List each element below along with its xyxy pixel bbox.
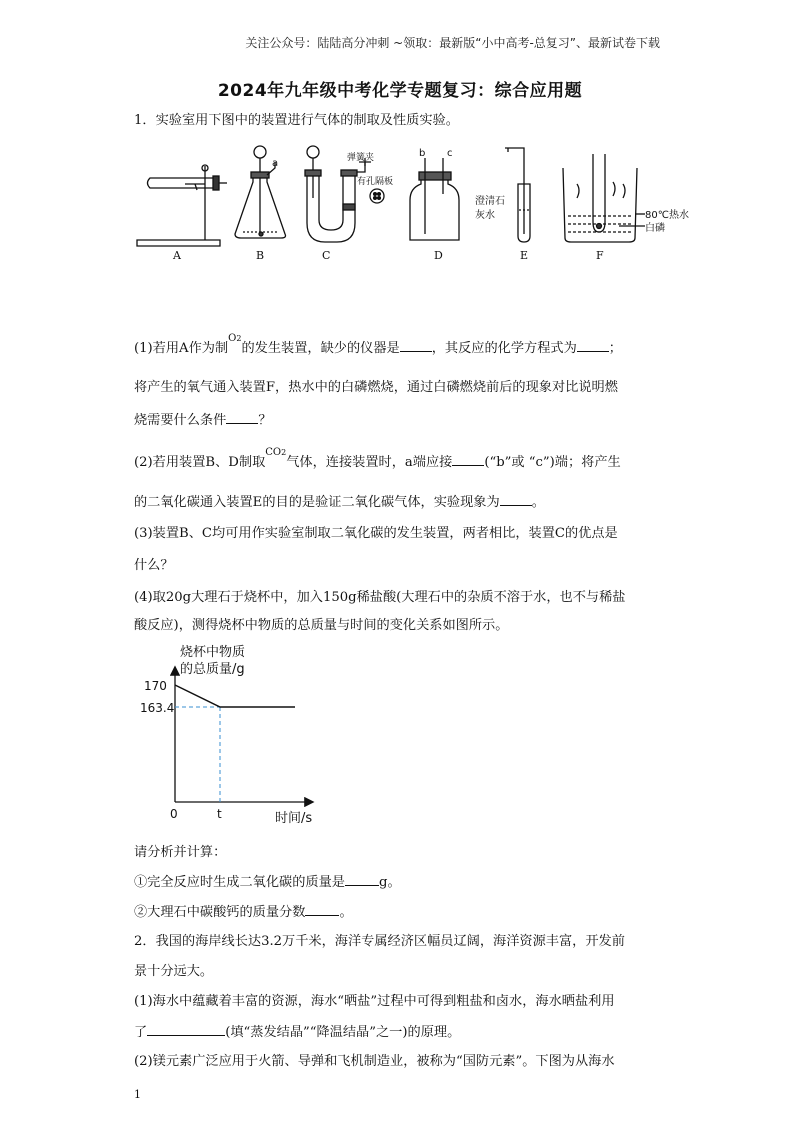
q1-part2-line2: 的二氧化碳通入装置E的目的是验证二氧化碳气体，实验现象为 。 (134, 492, 545, 513)
q2-part2-line1: (2)镁元素广泛应用于火箭、导弹和飞机制造业，被称为“国防元素”。下图为从海水 (134, 1054, 615, 1069)
label-b-port: b (419, 148, 426, 159)
answer-blank[interactable] (226, 410, 258, 424)
q2-line2: 景十分远大。 (134, 964, 214, 979)
graph-mass-line (175, 685, 295, 707)
apparatus-label-d: D (434, 249, 443, 262)
label-limewater-1: 澄清石 (475, 196, 505, 207)
answer-blank[interactable] (577, 338, 609, 352)
answer-blank[interactable] (147, 1022, 225, 1036)
q1-part3-line1: (3)装置B、C均可用作实验室制取二氧化碳的发生装置，两者相比，装置C的优点是 (134, 526, 618, 541)
label-c-port: c (447, 148, 453, 159)
graph-y-tick-170: 170 (144, 679, 167, 693)
answer-blank[interactable] (345, 872, 379, 886)
mass-time-graph (140, 640, 350, 830)
answer-blank[interactable] (452, 452, 484, 466)
label-hot-water: 80℃热水 (645, 210, 689, 221)
apparatus-e (505, 148, 530, 242)
formula-co2: CO2 (265, 447, 287, 458)
formula-o2: O2 (228, 333, 242, 344)
apparatus-d (410, 158, 459, 240)
apparatus-label-f: F (596, 249, 604, 262)
graph-ylabel-2: 的总质量/g (180, 662, 245, 677)
q1-part4-line2: 酸反应)，测得烧杯中物质的总质量与时间的变化关系如图所示。 (134, 618, 509, 633)
apparatus-label-a: A (173, 249, 181, 262)
q1-part4-line1: (4)取20g大理石于烧杯中，加入150g稀盐酸(大理石中的杂质不溶于水，也不与稀盐 (134, 590, 626, 605)
graph-y-tick-163-4: 163.4 (140, 701, 175, 715)
q1-p1-text-b: 的发生装置，缺少的仪器是 (241, 341, 400, 356)
q1-sub2: ②大理石中碳酸钙的质量分数 。 (134, 902, 353, 923)
answer-blank[interactable] (400, 338, 432, 352)
page-title: 2024年九年级中考化学专题复习：综合应用题 (217, 81, 583, 101)
q1-p1-text-c: ，其反应的化学方程式为 (431, 341, 577, 356)
q2-part1-line1: (1)海水中蕴藏着丰富的资源，海水“晒盐”过程中可得到粗盐和卤水，海水晒盐利用 (134, 994, 615, 1009)
q1-part1-line2: 将产生的氧气通入装置F，热水中的白磷燃烧，通过白磷燃烧前后的现象对比说明燃 (134, 380, 618, 395)
apparatus-label-c: C (322, 249, 331, 262)
label-limewater-2: 灰水 (475, 210, 495, 221)
q1-p1-text-a: (1)若用A作为制 (134, 341, 229, 356)
apparatus-f (563, 154, 645, 242)
answer-blank[interactable] (305, 902, 339, 916)
analyze-prompt: 请分析并计算： (134, 845, 227, 860)
q1-part1-line1 (134, 333, 622, 360)
page-number: 1 (134, 1088, 141, 1101)
apparatus-figure (125, 138, 705, 268)
label-a-port: a (272, 158, 279, 169)
apparatus-label-e: E (520, 249, 529, 262)
graph-xlabel: 时间/s (275, 811, 313, 826)
apparatus-a (137, 165, 227, 246)
graph-x-tick-t: t (217, 807, 222, 821)
q1-part3-line2: 什么？ (134, 558, 174, 573)
q1-part2-line1: (2)若用装置B、D制取$^{CO2}$气体，连接装置时，a端应接 (“b”或 “c”)端；将产生 (134, 447, 621, 470)
apparatus-label-b: B (256, 249, 265, 262)
label-porous-plate: 有孔隔板 (357, 177, 394, 187)
graph-origin: 0 (170, 807, 178, 821)
label-spring-clip: 弹簧夹 (347, 153, 375, 163)
q1-p1-text-d: ； (608, 341, 622, 356)
q2-part1-line2: 了 (填“蒸发结晶”“降温结晶”之一)的原理。 (134, 1022, 460, 1043)
label-white-phosphorus: 白磷 (645, 223, 665, 234)
q1-stem: 1．实验室用下图中的装置进行气体的制取及性质实验。 (134, 113, 459, 128)
page-header: 关注公众号：陆陆高分冲刺 ~领取：最新版“小中高考-总复习”、最新试卷下载 (245, 36, 660, 50)
q2-line1: 2．我国的海岸线长达3.2万千米，海洋专属经济区幅员辽阔，海洋资源丰富，开发前 (134, 934, 625, 949)
graph-ylabel-1: 烧杯中物质 (180, 645, 246, 660)
q1-part1-line3: 烧需要什么条件 ？ (134, 410, 272, 431)
answer-blank[interactable] (500, 492, 532, 506)
q1-sub1: ①完全反应时生成二氧化碳的质量是 g。 (134, 872, 401, 893)
